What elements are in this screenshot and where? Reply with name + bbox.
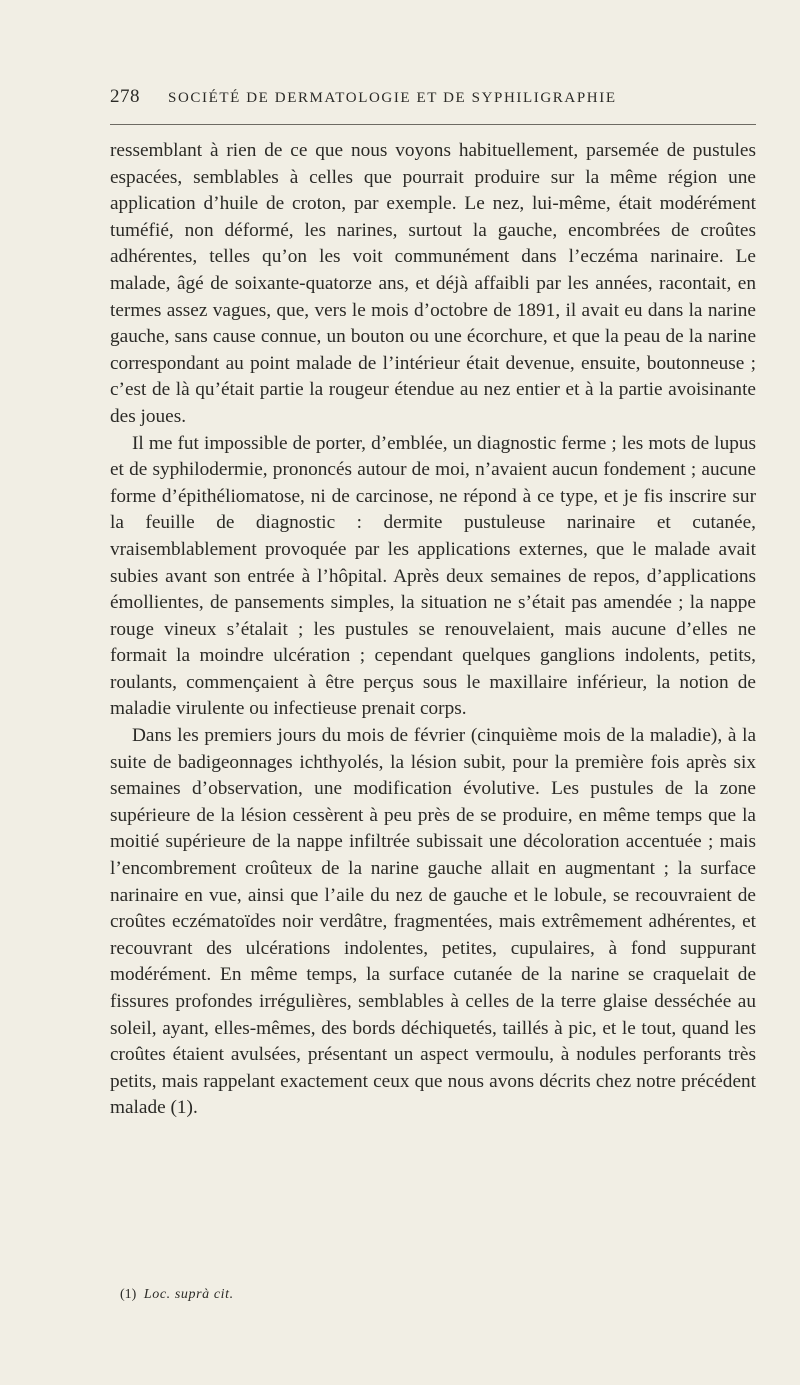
paragraph-3: Dans les premiers jours du mois de février (cinquième mois de la maladie), à la suite de badigeonnages ichthyolés, la lésion subit, pour la première fois après six semaines d’observation, une modification évolutive. Les pustules de la zone supérieure de la lésion cessèrent à peu près de se produire, en même temps que la moitié supérieure de la nappe infiltrée subissait une décoloration accentuée ; mais l’encombrement croûteux de la narine gauche allait en augmentant ; la surface narinaire en vue, ainsi que l’aile du nez de gauche et le lobule, se recouvraient de croûtes eczématoïdes noir verdâtre, fragmentées, mais extrêmement adhérentes, et recouvrant des ulcérations indolentes, petites, cupulaires, à fond suppurant modérément. En même temps, la surface cutanée de la narine se craquelait de fissures profondes irrégulières, semblables à celles de la terre glaise desséchée au soleil, ayant, elles-mêmes, des bords déchiquetés, taillés à pic, et le tout, quand les croûtes étaient avulsées, présentant un aspect vermoulu, à nodules perforants très petits, mais rappelant exactement ceux que nous avons décrits chez notre précédent malade (1). (110, 725, 756, 1119)
body-text (110, 138, 756, 1122)
page-header (110, 86, 756, 112)
page-number: 278 (110, 86, 140, 107)
paragraph-1: ressemblant à rien de ce que nous voyons habituellement, parsemée de pustules espacées, semblables à celles que pourrait produire sur la même région une application d’huile de croton, par exemple. Le nez, lui-même, était modérément tuméfié, non déformé, les narines, surtout la gauche, encombrées de croûtes adhérentes, telles qu’on les voit communément dans l’eczéma narinaire. Le malade, âgé de soixante-quatorze ans, et déjà affaibli par les années, racontait, en termes assez vagues, que, vers le mois d’octobre de 1891, il avait eu dans la narine gauche, sans cause connue, un bouton ou une écorchure, et que la peau de la narine correspondant au point malade de l’intérieur était devenue, ensuite, boutonneuse ; c’est de là qu’était partie la rougeur étendue au nez entier et à la partie avoisinante des joues. (110, 140, 756, 427)
header-rule (110, 124, 756, 125)
footnote (120, 1286, 234, 1304)
running-title: SOCIÉTÉ DE DERMATOLOGIE ET DE SYPHILIGRAPHIE (168, 90, 617, 106)
footnote-marker: (1) (120, 1287, 137, 1302)
footnote-text: Loc. suprà cit. (143, 1287, 234, 1302)
paragraph-2: Il me fut impossible de porter, d’emblée, un diagnostic ferme ; les mots de lupus et de syphilodermie, prononcés autour de moi, n’avaient aucun fondement ; aucune forme d’épithéliomatose, ni de carcinose, ne répond à ce type, et je fis inscrire sur la feuille de diagnostic : dermite pustuleuse narinaire et cutanée, vraisemblablement provoquée par les applications externes, que le malade avait subies avant son entrée à l’hôpital. Après deux semaines de repos, d’applications émollientes, de pansements simples, la situation ne s’était pas amendée ; la nappe rouge vineux s’étalait ; les pustules se renouvelaient, mais aucune d’elles ne formait la moindre ulcération ; cependant quelques ganglions indolents, petits, roulants, commençaient à être perçus sous le maxillaire inférieur, la notion de maladie virulente ou infectieuse prenait corps. (110, 432, 756, 720)
